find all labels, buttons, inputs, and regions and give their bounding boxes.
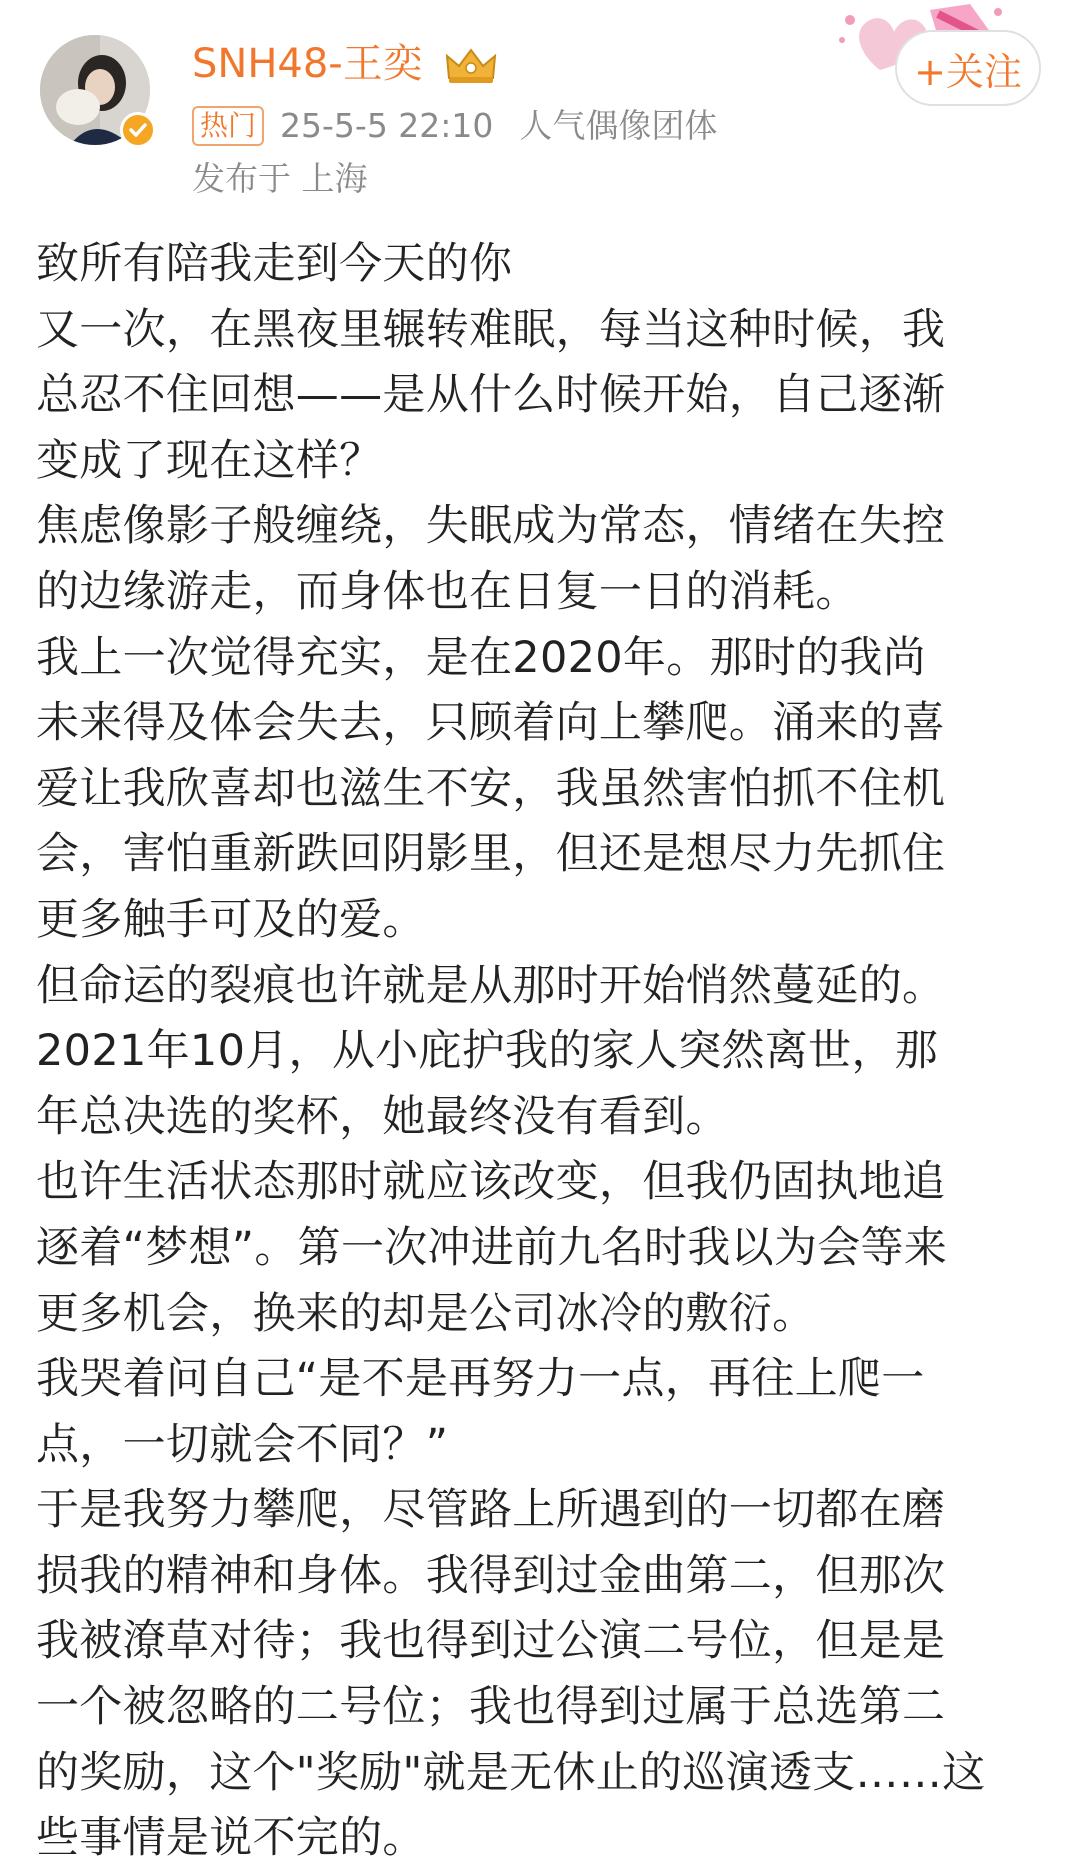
post-line: 我哭着问自己“是不是再努力一点，再往上爬一 bbox=[36, 1354, 925, 1405]
post-line: 的边缘游走，而身体也在日复一日的消耗。 bbox=[36, 566, 859, 617]
post-line: 变成了现在这样？ bbox=[36, 435, 383, 486]
post-line: 致所有陪我走到今天的你 bbox=[36, 239, 513, 289]
post-line: 的奖励，这个"奖励"就是无休止的巡演透支……这 bbox=[36, 1747, 986, 1798]
post-line: 些事情是说不完的。 bbox=[36, 1813, 426, 1864]
post-line: 未来得及体会失去，只顾着向上攀爬。涌来的喜 bbox=[36, 698, 946, 749]
follow-button[interactable]: +关注 bbox=[895, 30, 1041, 106]
post-line: 焦虑像影子般缠绕，失眠成为常态，情绪在失控 bbox=[36, 501, 946, 552]
post-line: 于是我努力攀爬，尽管路上所遇到的一切都在磨 bbox=[36, 1485, 946, 1536]
username[interactable]: SNH48-王奕 bbox=[192, 41, 423, 87]
post-source: 人气偶像团体 bbox=[519, 106, 718, 145]
post-line: 更多机会，换来的却是公司冰冷的敷衍。 bbox=[36, 1288, 816, 1339]
post-line: 逐着“梦想”。第一次冲进前九名时我以为会等来 bbox=[36, 1222, 948, 1273]
post-line: 损我的精神和身体。我得到过金曲第二，但那次 bbox=[36, 1550, 946, 1601]
post-time: 25-5-5 22:10 bbox=[280, 106, 494, 145]
post-line: 但命运的裂痕也许就是从那时开始悄然蔓延的。 bbox=[36, 960, 946, 1011]
post-line: 更多触手可及的爱。 bbox=[36, 894, 426, 945]
post-line: 我上一次觉得充实，是在2020年。那时的我尚 bbox=[36, 632, 927, 683]
post-line: 一个被忽略的二号位；我也得到过属于总选第二 bbox=[36, 1682, 946, 1733]
post-line: 2021年10月，从小庇护我的家人突然离世，那 bbox=[36, 1026, 939, 1077]
hot-badge: 热门 bbox=[192, 106, 264, 146]
post-line: 又一次，在黑夜里辗转难眠，每当这种时候，我 bbox=[36, 304, 946, 355]
post-line: 年总决选的奖杯，她最终没有看到。 bbox=[36, 1091, 729, 1142]
post-header bbox=[0, 0, 1078, 215]
crown-icon bbox=[443, 44, 499, 86]
post-line: 爱让我欣喜却也滋生不安，我虽然害怕抓不住机 bbox=[36, 763, 946, 814]
post-line: 点，一切就会不同？” bbox=[36, 1419, 449, 1470]
post-line: 总忍不住回想——是从什么时候开始，自己逐渐 bbox=[36, 370, 946, 421]
post-meta bbox=[192, 104, 717, 148]
post-line: 会，害怕重新跌回阴影里，但还是想尽力先抓住 bbox=[36, 829, 946, 880]
post-line: 也许生活状态那时就应该改变，但我仍固执地追 bbox=[36, 1157, 946, 1208]
post-line: 我被潦草对待；我也得到过公演二号位，但是是 bbox=[36, 1616, 946, 1667]
post-body bbox=[36, 232, 1046, 1872]
verified-badge-icon bbox=[120, 112, 156, 148]
post-location: 发布于 上海 bbox=[192, 159, 368, 198]
